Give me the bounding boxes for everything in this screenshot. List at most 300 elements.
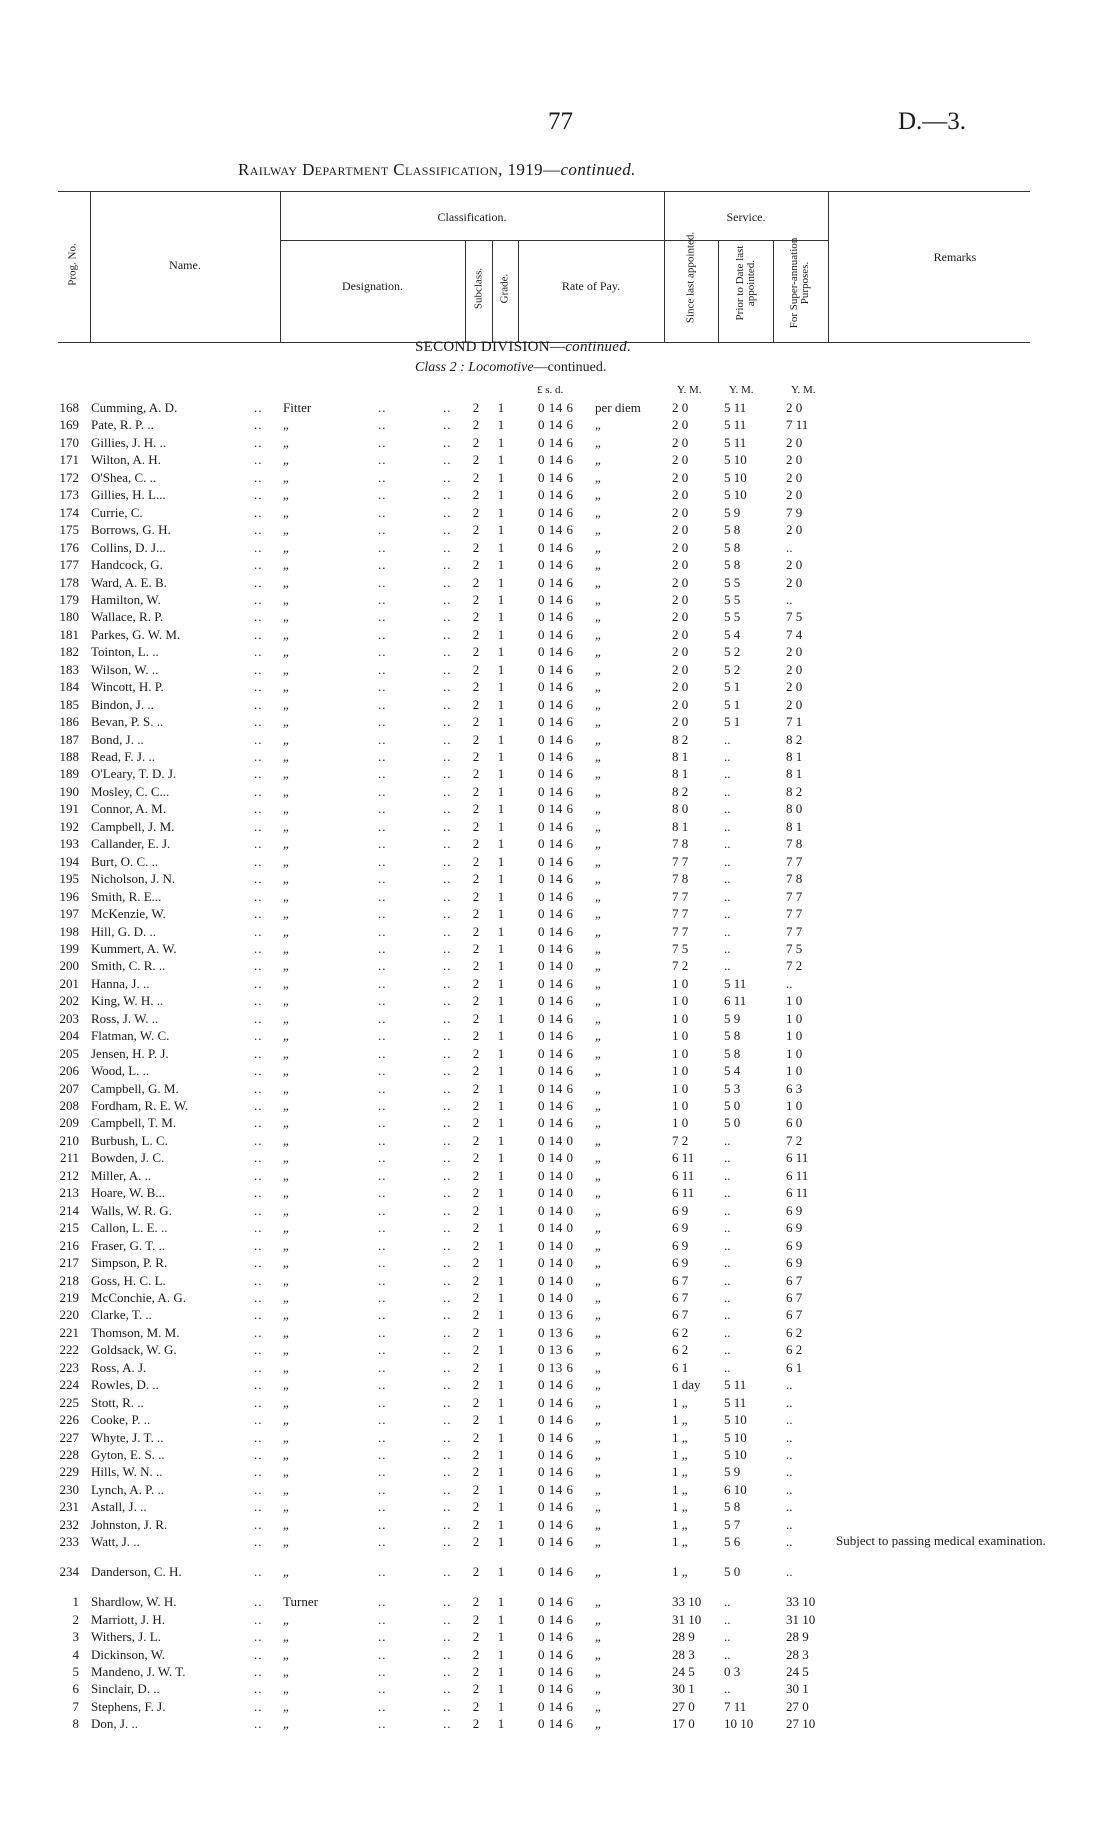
leader-dots: .. xyxy=(443,836,452,852)
subclass: 2 xyxy=(472,1045,480,1061)
leader-dots: .. xyxy=(254,1681,263,1697)
name: Lynch, A. P. .. xyxy=(91,1481,164,1497)
superannuation: 7 1 xyxy=(786,714,803,730)
name: Wincott, H. P. xyxy=(91,679,164,695)
name: Bevan, P. S. .. xyxy=(91,714,164,730)
leader-dots: .. xyxy=(378,1716,387,1732)
leader-dots: .. xyxy=(254,487,263,503)
prog-no: 213 xyxy=(59,1185,79,1201)
superannuation: .. xyxy=(786,1429,793,1445)
prog-no: 201 xyxy=(59,975,79,991)
grade: 1 xyxy=(497,1010,505,1026)
prior-to-date: 5 0 xyxy=(724,1563,741,1579)
table-row xyxy=(0,1394,1114,1411)
since-last-appointed: 7 8 xyxy=(672,871,689,887)
subclass: 2 xyxy=(472,1594,480,1610)
subclass: 2 xyxy=(472,557,480,573)
table-row xyxy=(0,591,1114,608)
class-name: Locomotive xyxy=(468,360,534,375)
title-main: Railway Department Classification xyxy=(238,160,499,179)
leader-dots: .. xyxy=(378,940,387,956)
leader-dots: .. xyxy=(378,661,387,677)
grade: 1 xyxy=(497,1429,505,1445)
leader-dots: .. xyxy=(378,1185,387,1201)
subclass: 2 xyxy=(472,975,480,991)
prog-no: 197 xyxy=(59,906,79,922)
service-units: Y. M. xyxy=(677,384,702,396)
pay-period: „ xyxy=(595,1447,601,1462)
name: Handcock, G. xyxy=(91,557,163,573)
grade: 1 xyxy=(497,1681,505,1697)
subclass: 2 xyxy=(472,853,480,869)
pay-period: „ xyxy=(595,661,601,677)
prior-to-date: 5 11 xyxy=(724,400,747,415)
designation: „ xyxy=(283,1681,289,1697)
prior-to-date: .. xyxy=(724,1132,731,1148)
rate-of-pay: 0 14 6 xyxy=(538,975,574,991)
prog-no: 173 xyxy=(59,487,79,503)
prior-to-date: 5 1 xyxy=(724,679,741,695)
leader-dots: .. xyxy=(254,626,263,642)
prog-no: 234 xyxy=(59,1563,79,1579)
leader-dots: .. xyxy=(254,1028,263,1044)
since-last-appointed: 8 0 xyxy=(672,801,689,817)
since-last-appointed: 7 7 xyxy=(672,923,689,939)
subclass: 2 xyxy=(472,504,480,520)
superannuation: 7 2 xyxy=(786,958,803,974)
table-row xyxy=(0,1272,1114,1289)
prog-no: 8 xyxy=(72,1716,79,1732)
superannuation: 7 7 xyxy=(786,906,803,922)
designation: „ xyxy=(283,1563,289,1579)
prior-to-date: .. xyxy=(724,1202,731,1218)
designation: „ xyxy=(283,504,289,520)
designation: „ xyxy=(283,1663,289,1679)
division-heading xyxy=(415,339,631,356)
subclass: 2 xyxy=(472,1534,480,1550)
leader-dots: .. xyxy=(254,661,263,677)
leader-dots: .. xyxy=(443,574,452,590)
leader-dots: .. xyxy=(443,1185,452,1201)
since-last-appointed: 2 0 xyxy=(672,609,689,625)
since-last-appointed: 2 0 xyxy=(672,679,689,695)
designation: „ xyxy=(283,1359,289,1375)
designation: „ xyxy=(283,1098,289,1113)
superannuation: 6 7 xyxy=(786,1272,803,1288)
table-row xyxy=(0,434,1114,451)
designation: „ xyxy=(283,940,289,956)
grade: 1 xyxy=(497,749,505,764)
prog-no: 224 xyxy=(59,1377,79,1393)
since-last-appointed: 17 0 xyxy=(672,1716,695,1732)
subclass: 2 xyxy=(472,591,480,607)
leader-dots: .. xyxy=(443,434,452,450)
pay-period: „ xyxy=(595,1594,601,1610)
subclass: 2 xyxy=(472,574,480,590)
name: Dickinson, W. xyxy=(91,1646,166,1662)
header-prior-to: Prior to Date last appointed. xyxy=(734,245,757,321)
rate-of-pay: 0 14 6 xyxy=(538,818,574,834)
leader-dots: .. xyxy=(378,714,387,730)
since-last-appointed: 2 0 xyxy=(672,557,689,573)
grade: 1 xyxy=(497,469,505,485)
superannuation: 7 2 xyxy=(786,1132,803,1148)
leader-dots: .. xyxy=(254,783,263,799)
prior-to-date: .. xyxy=(724,1289,731,1305)
grade: 1 xyxy=(497,1342,505,1358)
pay-period: „ xyxy=(595,1150,601,1166)
designation: „ xyxy=(283,591,289,607)
rate-of-pay: 0 14 6 xyxy=(538,1563,574,1579)
table-row xyxy=(0,678,1114,695)
rate-of-pay: 0 14 6 xyxy=(538,1098,574,1113)
table-row xyxy=(0,416,1114,433)
grade: 1 xyxy=(497,1629,505,1645)
leader-dots: .. xyxy=(378,1594,387,1610)
header-rate-of-pay: Rate of Pay. xyxy=(561,279,621,293)
grade: 1 xyxy=(497,626,505,642)
leader-dots: .. xyxy=(254,801,263,817)
grade: 1 xyxy=(497,1255,505,1271)
name: Read, F. J. .. xyxy=(91,749,155,764)
prog-no: 172 xyxy=(59,469,79,485)
rate-of-pay: 0 14 6 xyxy=(538,644,574,660)
pay-period: „ xyxy=(595,1499,601,1515)
leader-dots: .. xyxy=(443,749,452,764)
designation: „ xyxy=(283,1185,289,1201)
superannuation: 2 0 xyxy=(786,434,803,450)
leader-dots: .. xyxy=(254,1324,263,1340)
prog-no: 183 xyxy=(59,661,79,677)
designation: „ xyxy=(283,644,289,660)
prog-no: 199 xyxy=(59,940,79,956)
subclass: 2 xyxy=(472,958,480,974)
money-units: £ s. d. xyxy=(537,384,564,396)
grade: 1 xyxy=(497,1202,505,1218)
pay-period: „ xyxy=(595,1324,601,1340)
leader-dots: .. xyxy=(254,1202,263,1218)
pay-period: „ xyxy=(595,626,601,642)
since-last-appointed: 1 0 xyxy=(672,1028,689,1044)
name: Gyton, E. S. .. xyxy=(91,1447,165,1462)
name: Withers, J. L. xyxy=(91,1629,161,1645)
subclass: 2 xyxy=(472,1681,480,1697)
since-last-appointed: 6 7 xyxy=(672,1272,689,1288)
leader-dots: .. xyxy=(378,1516,387,1532)
leader-dots: .. xyxy=(443,522,452,538)
rate-of-pay: 0 14 6 xyxy=(538,539,574,555)
superannuation: 7 7 xyxy=(786,888,803,904)
pay-period: „ xyxy=(595,749,601,764)
table-row xyxy=(0,1563,1114,1580)
designation: „ xyxy=(283,417,289,433)
subclass: 2 xyxy=(472,888,480,904)
prior-to-date: 5 4 xyxy=(724,1063,741,1079)
leader-dots: .. xyxy=(443,818,452,834)
designation: „ xyxy=(283,1324,289,1340)
prog-no: 181 xyxy=(59,626,79,642)
subclass: 2 xyxy=(472,1324,480,1340)
leader-dots: .. xyxy=(443,591,452,607)
rate-of-pay: 0 14 6 xyxy=(538,1115,574,1131)
leader-dots: .. xyxy=(254,469,263,485)
since-last-appointed: 1 „ xyxy=(672,1481,688,1497)
leader-dots: .. xyxy=(378,801,387,817)
superannuation: 7 8 xyxy=(786,871,803,887)
designation: „ xyxy=(283,1716,289,1732)
name: Ross, A. J. xyxy=(91,1359,147,1375)
designation: „ xyxy=(283,871,289,887)
superannuation: 7 8 xyxy=(786,836,803,852)
leader-dots: .. xyxy=(254,1272,263,1288)
grade: 1 xyxy=(497,1185,505,1201)
prog-no: 193 xyxy=(59,836,79,852)
since-last-appointed: 1 0 xyxy=(672,1010,689,1026)
subclass: 2 xyxy=(472,1481,480,1497)
since-last-appointed: 6 7 xyxy=(672,1307,689,1323)
name: Johnston, J. R. xyxy=(91,1516,168,1532)
rate-of-pay: 0 14 6 xyxy=(538,1447,574,1462)
grade: 1 xyxy=(497,1412,505,1428)
grade: 1 xyxy=(497,1167,505,1183)
header-divider xyxy=(773,240,774,342)
since-last-appointed: 7 2 xyxy=(672,1132,689,1148)
pay-period: „ xyxy=(595,539,601,555)
leader-dots: .. xyxy=(254,1412,263,1428)
table-row xyxy=(0,835,1114,852)
subclass: 2 xyxy=(472,1237,480,1253)
header-divider xyxy=(718,240,719,342)
leader-dots: .. xyxy=(254,731,263,747)
grade: 1 xyxy=(497,1377,505,1393)
name: Whyte, J. T. .. xyxy=(91,1429,164,1445)
designation: „ xyxy=(283,1132,289,1148)
table-row xyxy=(0,818,1114,835)
prog-no: 170 xyxy=(59,434,79,450)
designation: „ xyxy=(283,836,289,852)
name: Fordham, R. E. W. xyxy=(91,1098,189,1113)
leader-dots: .. xyxy=(443,801,452,817)
name: Callander, E. J. xyxy=(91,836,171,852)
superannuation: 8 1 xyxy=(786,818,803,834)
prog-no: 184 xyxy=(59,679,79,695)
superannuation: 7 9 xyxy=(786,504,803,520)
prior-to-date: 5 5 xyxy=(724,574,741,590)
table-row xyxy=(0,521,1114,538)
leader-dots: .. xyxy=(443,1272,452,1288)
since-last-appointed: 6 9 xyxy=(672,1220,689,1236)
since-last-appointed: 6 9 xyxy=(672,1237,689,1253)
table-row xyxy=(0,1715,1114,1732)
leader-dots: .. xyxy=(443,661,452,677)
designation: Fitter xyxy=(283,400,312,415)
table-row xyxy=(0,870,1114,887)
leader-dots: .. xyxy=(254,574,263,590)
leader-dots: .. xyxy=(378,1377,387,1393)
class-prefix: Class 2 : xyxy=(415,360,469,375)
subclass: 2 xyxy=(472,766,480,782)
prog-no: 169 xyxy=(59,417,79,433)
superannuation: 2 0 xyxy=(786,522,803,538)
since-last-appointed: 1 „ xyxy=(672,1464,688,1480)
pay-period: „ xyxy=(595,417,601,433)
pay-period: „ xyxy=(595,1255,601,1271)
subclass: 2 xyxy=(472,1255,480,1271)
leader-dots: .. xyxy=(443,906,452,922)
table-row xyxy=(0,765,1114,782)
pay-period: „ xyxy=(595,522,601,538)
leader-dots: .. xyxy=(443,1377,452,1393)
prior-to-date: .. xyxy=(724,749,731,764)
table-row xyxy=(0,1306,1114,1323)
leader-dots: .. xyxy=(443,1115,452,1131)
name: Hill, G. D. .. xyxy=(91,923,156,939)
superannuation: 2 0 xyxy=(786,400,803,415)
table-row xyxy=(0,783,1114,800)
leader-dots: .. xyxy=(443,1534,452,1550)
designation: „ xyxy=(283,557,289,573)
since-last-appointed: 8 2 xyxy=(672,731,689,747)
pay-period: „ xyxy=(595,487,601,503)
leader-dots: .. xyxy=(378,1132,387,1148)
designation: „ xyxy=(283,888,289,904)
leader-dots: .. xyxy=(378,679,387,695)
leader-dots: .. xyxy=(254,1307,263,1323)
name: Pate, R. P. .. xyxy=(91,417,154,433)
leader-dots: .. xyxy=(443,1464,452,1480)
since-last-appointed: 6 11 xyxy=(672,1167,695,1183)
pay-period: „ xyxy=(595,1516,601,1532)
designation: „ xyxy=(283,766,289,782)
subclass: 2 xyxy=(472,818,480,834)
table-row xyxy=(0,1010,1114,1027)
leader-dots: .. xyxy=(378,1534,387,1550)
since-last-appointed: 2 0 xyxy=(672,696,689,712)
subclass: 2 xyxy=(472,1646,480,1662)
header-since-last: Since last appointed. xyxy=(684,231,697,324)
superannuation: 7 7 xyxy=(786,853,803,869)
superannuation: 2 0 xyxy=(786,452,803,468)
grade: 1 xyxy=(497,766,505,782)
designation: „ xyxy=(283,1534,289,1550)
leader-dots: .. xyxy=(254,417,263,433)
rate-of-pay: 0 14 6 xyxy=(538,871,574,887)
table-row xyxy=(0,469,1114,486)
subclass: 2 xyxy=(472,1516,480,1532)
prog-no: 192 xyxy=(59,818,79,834)
leader-dots: .. xyxy=(378,1359,387,1375)
leader-dots: .. xyxy=(443,1716,452,1732)
table-row xyxy=(0,1167,1114,1184)
superannuation: .. xyxy=(786,1534,793,1550)
name: Cumming, A. D. xyxy=(91,400,178,415)
since-last-appointed: 1 0 xyxy=(672,975,689,991)
name: Ward, A. E. B. xyxy=(91,574,167,590)
prog-no: 228 xyxy=(59,1447,79,1462)
table-row xyxy=(0,731,1114,748)
leader-dots: .. xyxy=(254,1220,263,1236)
prior-to-date: .. xyxy=(724,958,731,974)
pay-period: „ xyxy=(595,836,601,852)
leader-dots: .. xyxy=(443,1045,452,1061)
superannuation: 1 0 xyxy=(786,993,803,1009)
prog-no: 198 xyxy=(59,923,79,939)
name: Shardlow, W. H. xyxy=(91,1594,177,1610)
pay-period: per diem xyxy=(595,400,641,415)
leader-dots: .. xyxy=(378,1115,387,1131)
leader-dots: .. xyxy=(378,871,387,887)
leader-dots: .. xyxy=(378,1663,387,1679)
leader-dots: .. xyxy=(378,731,387,747)
grade: 1 xyxy=(497,853,505,869)
pay-period: „ xyxy=(595,871,601,887)
leader-dots: .. xyxy=(254,1080,263,1096)
subclass: 2 xyxy=(472,1185,480,1201)
since-last-appointed: 2 0 xyxy=(672,400,689,415)
pay-period: „ xyxy=(595,1359,601,1375)
since-last-appointed: 2 0 xyxy=(672,417,689,433)
prog-no: 204 xyxy=(59,1028,79,1044)
name: Ross, J. W. .. xyxy=(91,1010,159,1026)
rate-of-pay: 0 14 6 xyxy=(538,783,574,799)
prior-to-date: .. xyxy=(724,1629,731,1645)
since-last-appointed: 1 0 xyxy=(672,1063,689,1079)
leader-dots: .. xyxy=(378,1063,387,1079)
leader-dots: .. xyxy=(254,923,263,939)
subclass: 2 xyxy=(472,1010,480,1026)
leader-dots: .. xyxy=(378,626,387,642)
leader-dots: .. xyxy=(378,993,387,1009)
leader-dots: .. xyxy=(378,557,387,573)
rate-of-pay: 0 13 6 xyxy=(538,1324,574,1340)
since-last-appointed: 28 3 xyxy=(672,1646,695,1662)
subclass: 2 xyxy=(472,417,480,433)
prior-to-date: 5 9 xyxy=(724,1464,741,1480)
grade: 1 xyxy=(497,1481,505,1497)
designation: „ xyxy=(283,1289,289,1305)
subclass: 2 xyxy=(472,1220,480,1236)
leader-dots: .. xyxy=(443,557,452,573)
name: Campbell, G. M. xyxy=(91,1080,179,1096)
since-last-appointed: 31 10 xyxy=(672,1611,702,1627)
name: Hanna, J. .. xyxy=(91,975,150,991)
leader-dots: .. xyxy=(443,1237,452,1253)
rate-of-pay: 0 14 6 xyxy=(538,1010,574,1026)
header-divider xyxy=(465,240,466,342)
grade: 1 xyxy=(497,696,505,712)
since-last-appointed: 2 0 xyxy=(672,661,689,677)
prog-no: 2 xyxy=(72,1611,79,1627)
grade: 1 xyxy=(497,923,505,939)
grade: 1 xyxy=(497,906,505,922)
table-row xyxy=(0,975,1114,992)
designation: „ xyxy=(283,1080,289,1096)
pay-period: „ xyxy=(595,853,601,869)
leader-dots: .. xyxy=(254,1132,263,1148)
name: Bowden, J. C. xyxy=(91,1150,165,1166)
name: King, W. H. .. xyxy=(91,993,164,1009)
superannuation: 2 0 xyxy=(786,661,803,677)
prog-no: 215 xyxy=(59,1220,79,1236)
pay-period: „ xyxy=(595,1481,601,1497)
prog-no: 203 xyxy=(59,1010,79,1026)
prog-no: 176 xyxy=(59,539,79,555)
prog-no: 182 xyxy=(59,644,79,660)
leader-dots: .. xyxy=(443,679,452,695)
since-last-appointed: 1 „ xyxy=(672,1394,688,1410)
superannuation: 1 0 xyxy=(786,1010,803,1026)
grade: 1 xyxy=(497,591,505,607)
